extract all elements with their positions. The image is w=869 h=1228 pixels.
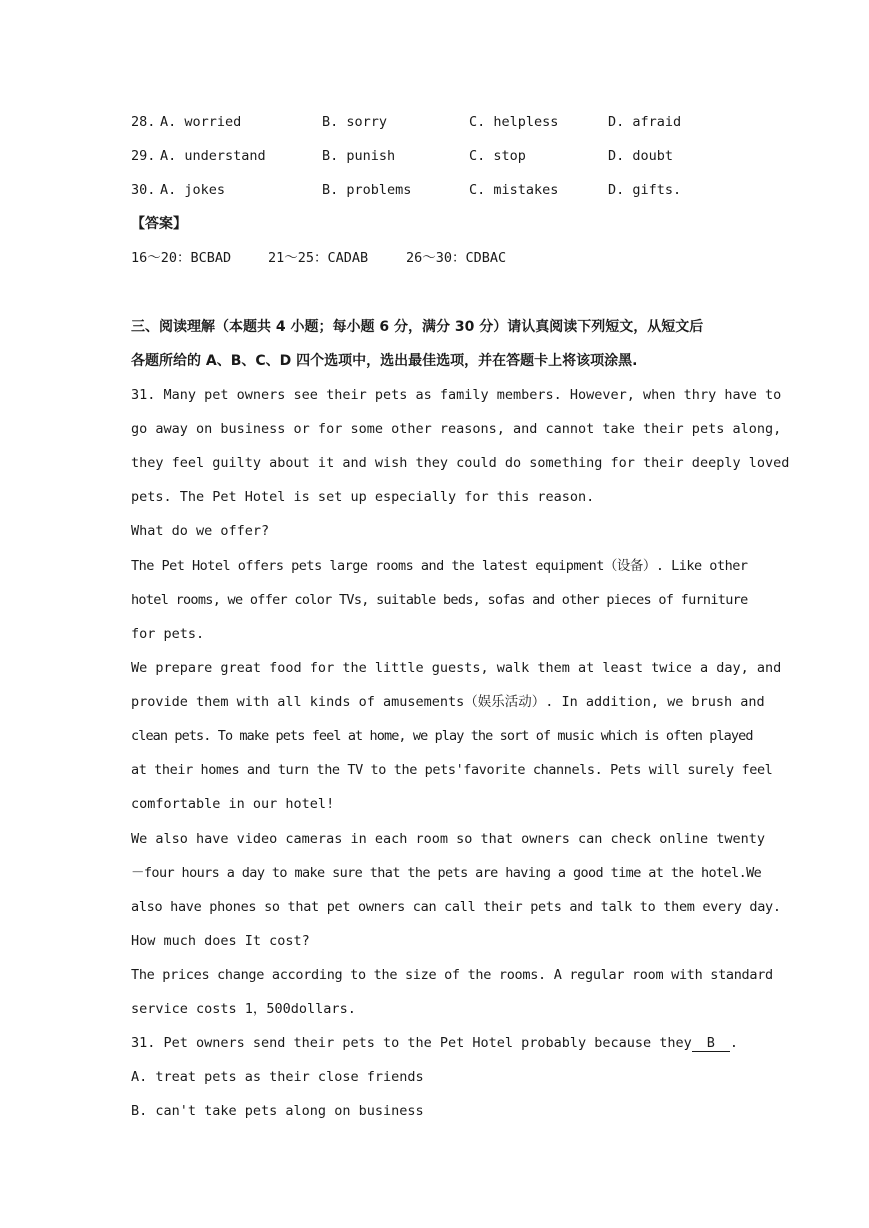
passage-subheading: How much does It cost? [131,933,310,949]
question-number: 29. [131,148,156,164]
passage-subheading: What do we offer? [131,523,270,539]
option-a: A. worried [160,114,242,130]
question-option-b: B. can't take pets along on business [131,1103,424,1119]
option-d: D. gifts. [608,182,682,198]
question-31 [131,1033,738,1053]
passage-line: at their homes and turn the TV to the pets'favorite channels. Pets will surely feel [131,762,773,778]
option-d: D. afraid [608,114,682,130]
passage-line: they feel guilty about it and wish they could do something for their deeply loved [131,455,790,471]
passage-line: go away on business or for some other reasons, and cannot take their pets along, [131,421,782,437]
option-c: C. mistakes [469,182,559,198]
option-d: D. doubt [608,148,674,164]
option-b: B. punish [322,148,396,164]
answer-key [131,248,737,268]
passage-line: clean pets. To make pets feel at home, we play the sort of music which is often played [131,728,753,744]
passage-line: also have phones so that pet owners can call their pets and talk to them every day. [131,899,781,915]
answer-heading: 【答案】 [131,216,187,232]
answer-group-1: 16～20：BCBAD [131,250,232,266]
option-row-29 [131,146,737,166]
passage-line: hotel rooms, we offer color TVs, suitable beds, sofas and other pieces of furniture [131,592,748,608]
question-number: 30. [131,182,156,198]
option-row-28 [131,112,737,132]
question-stem: 31. Pet owners send their pets to the Pet Hotel probably because they [131,1035,692,1051]
passage-line: －four hours a day to make sure that the pets are having a good time at the hotel.We [131,865,762,881]
question-end: . [729,1035,738,1051]
question-option-a: A. treat pets as their close friends [131,1069,424,1085]
passage-line: We prepare great food for the little guests, walk them at least twice a day, and [131,660,782,676]
passage-line: for pets. [131,626,205,642]
passage-line: pets. The Pet Hotel is set up especially for this reason. [131,489,595,505]
section-title-line-1: 三、阅读理解（本题共 4 小题；每小题 6 分，满分 30 分）请认真阅读下列短文，从短文后 [131,319,704,335]
passage-line: comfortable in our hotel! [131,796,335,812]
answer-blank: B [692,1035,730,1052]
passage-line: service costs 1，500dollars. [131,1001,356,1017]
passage-line: provide them with all kinds of amusements（娱乐活动）. In addition, we brush and [131,694,765,710]
option-a: A. jokes [160,182,226,198]
option-b: B. problems [322,182,412,198]
passage-line: The Pet Hotel offers pets large rooms and the latest equipment（设备）. Like other [131,558,748,574]
option-row-30 [131,180,737,200]
option-a: A. understand [160,148,266,164]
passage-line: 31. Many pet owners see their pets as family members. However, when thry have to [131,387,782,403]
option-c: C. helpless [469,114,559,130]
option-c: C. stop [469,148,526,164]
question-number: 28. [131,114,156,130]
answer-group-3: 26～30：CDBAC [406,250,507,266]
passage-line: The prices change according to the size of the rooms. A regular room with standard [131,967,773,983]
passage-line: We also have video cameras in each room so that owners can check online twenty [131,831,765,847]
section-title-line-2: 各题所给的 A、B、C、D 四个选项中，选出最佳选项，并在答题卡上将该项涂黑. [131,353,638,369]
option-b: B. sorry [322,114,388,130]
answer-group-2: 21～25：CADAB [268,250,369,266]
